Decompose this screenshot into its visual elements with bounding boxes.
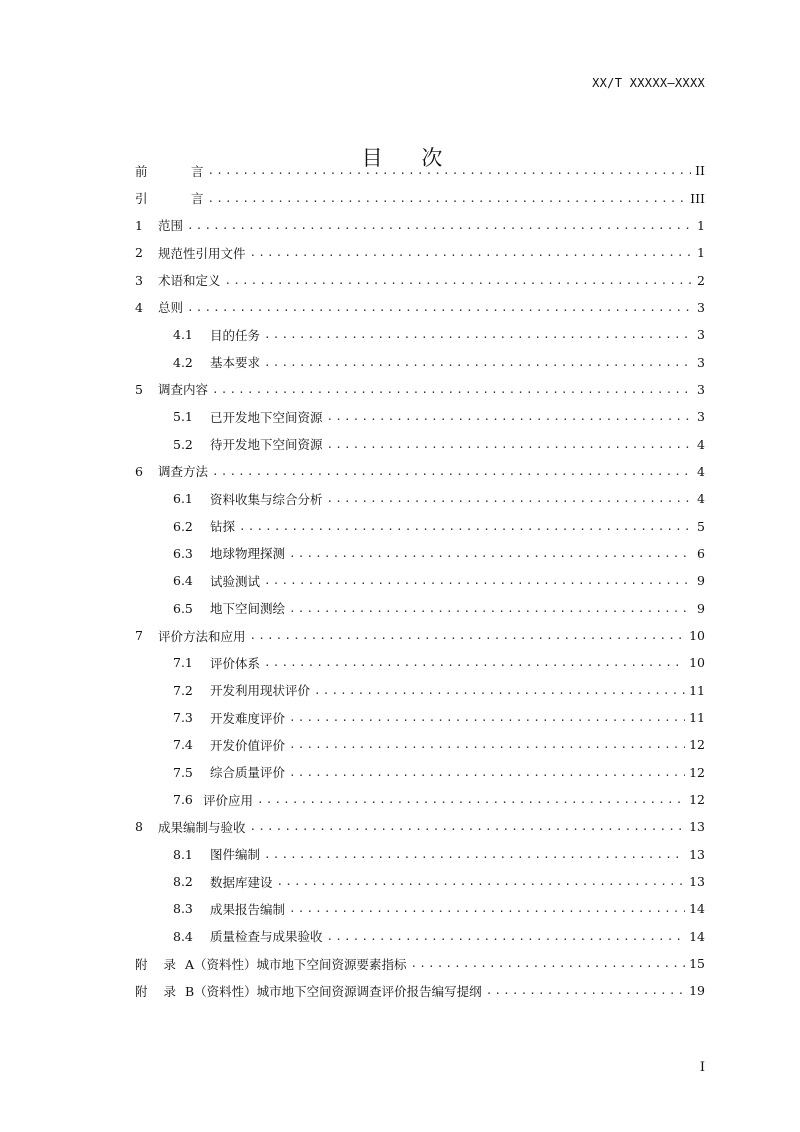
toc-list bbox=[135, 157, 705, 1005]
toc-entry[interactable] bbox=[135, 485, 705, 512]
toc-entry[interactable] bbox=[135, 184, 705, 211]
toc-entry-page: 14 bbox=[689, 901, 705, 917]
toc-entry-label: 调查方法 bbox=[158, 464, 209, 480]
dot-leader bbox=[208, 164, 691, 177]
toc-entry-label: 术语和定义 bbox=[158, 273, 221, 289]
toc-entry-page: 2 bbox=[697, 272, 705, 288]
dot-leader bbox=[289, 602, 691, 615]
toc-title: 目 次 bbox=[361, 146, 459, 171]
dot-leader bbox=[239, 520, 691, 533]
toc-entry-label: 质量检查与成果验收 bbox=[210, 929, 323, 945]
toc-entry-page: 3 bbox=[697, 327, 705, 343]
toc-entry[interactable] bbox=[135, 294, 705, 321]
toc-entry[interactable] bbox=[135, 595, 705, 622]
toc-entry-label: 言 bbox=[191, 163, 204, 179]
toc-entry-label: 评价方法和应用 bbox=[158, 628, 246, 644]
toc-entry-number: 前 bbox=[135, 163, 148, 179]
toc-entry[interactable] bbox=[135, 266, 705, 293]
toc-entry[interactable] bbox=[135, 403, 705, 430]
toc-entry-page: 3 bbox=[697, 354, 705, 370]
toc-entry-number: 4 bbox=[135, 299, 143, 315]
toc-entry-label: 地球物理探测 bbox=[210, 546, 286, 562]
toc-entry[interactable] bbox=[135, 895, 705, 922]
dot-leader bbox=[314, 684, 685, 697]
dot-leader bbox=[187, 219, 691, 232]
toc-entry-number: 6 bbox=[135, 463, 143, 479]
toc-entry-label: 成果报告编制 bbox=[210, 901, 286, 917]
toc-entry-page: II bbox=[695, 163, 705, 179]
toc-entry-number: 6.5 bbox=[173, 600, 193, 616]
toc-entry-number: 8 bbox=[135, 819, 143, 835]
toc-entry-page: 4 bbox=[697, 463, 705, 479]
toc-entry-number: 7.5 bbox=[173, 764, 193, 780]
toc-entry-number: 5.1 bbox=[173, 409, 193, 425]
toc-entry-number: 7.4 bbox=[173, 737, 193, 753]
dot-leader bbox=[289, 711, 685, 724]
toc-entry-number: 5.2 bbox=[173, 436, 193, 452]
toc-entry-page: 12 bbox=[689, 737, 705, 753]
toc-entry-page: 3 bbox=[697, 299, 705, 315]
toc-entry-page: 15 bbox=[689, 956, 705, 972]
dot-leader bbox=[208, 192, 687, 205]
toc-entry-page: 11 bbox=[689, 710, 705, 726]
toc-entry[interactable] bbox=[135, 649, 705, 676]
toc-entry-number: 5 bbox=[135, 381, 143, 397]
dot-leader bbox=[264, 328, 691, 341]
dot-leader bbox=[289, 766, 685, 779]
toc-entry-label: 试验测试 bbox=[210, 573, 261, 589]
toc-entry-page: 6 bbox=[697, 545, 705, 561]
toc-entry[interactable] bbox=[135, 813, 705, 840]
toc-entry-page: 3 bbox=[697, 409, 705, 425]
toc-entry[interactable] bbox=[135, 704, 705, 731]
dot-leader bbox=[264, 656, 685, 669]
toc-entry-label: 范围 bbox=[158, 218, 184, 234]
toc-entry-label: 评价体系 bbox=[210, 655, 261, 671]
toc-entry[interactable] bbox=[135, 759, 705, 786]
toc-entry-number: 7.1 bbox=[173, 655, 193, 671]
dot-leader bbox=[327, 930, 686, 943]
toc-entry[interactable] bbox=[135, 950, 705, 977]
toc-entry-number: 6.2 bbox=[173, 518, 193, 534]
dot-leader bbox=[257, 793, 685, 806]
toc-entry-number: 引 bbox=[135, 191, 148, 207]
toc-entry-page: 9 bbox=[697, 573, 705, 589]
toc-entry-label: 目的任务 bbox=[210, 327, 261, 343]
toc-entry-page: 10 bbox=[689, 628, 705, 644]
toc-entry-page: 1 bbox=[697, 245, 705, 261]
toc-entry[interactable] bbox=[135, 977, 705, 1004]
toc-entry-number: 6.1 bbox=[173, 491, 193, 507]
toc-entry[interactable] bbox=[135, 786, 705, 813]
toc-entry-page: 11 bbox=[689, 682, 705, 698]
toc-entry-page: III bbox=[690, 190, 705, 206]
toc-entry-number: 7.2 bbox=[173, 682, 193, 698]
toc-entry-label: 开发难度评价 bbox=[210, 710, 286, 726]
toc-entry-label: 数据库建设 bbox=[210, 874, 273, 890]
toc-entry-number: 8.2 bbox=[173, 874, 193, 890]
dot-leader bbox=[250, 629, 686, 642]
toc-entry[interactable] bbox=[135, 841, 705, 868]
toc-entry-label: 资料收集与综合分析 bbox=[210, 491, 323, 507]
toc-entry-page: 13 bbox=[689, 846, 705, 862]
dot-leader bbox=[289, 902, 685, 915]
toc-entry-label: 开发利用现状评价 bbox=[210, 683, 311, 699]
toc-entry-label: 地下空间测绘 bbox=[210, 601, 286, 617]
toc-entry-label: 钻探 bbox=[210, 519, 236, 535]
toc-entry-page: 13 bbox=[689, 819, 705, 835]
toc-entry-label: B（资料性）城市地下空间资源调查评价报告编写提纲 bbox=[185, 983, 482, 999]
toc-entry-label: 待开发地下空间资源 bbox=[210, 437, 323, 453]
dot-leader bbox=[250, 246, 691, 259]
toc-entry-number: 7.3 bbox=[173, 710, 193, 726]
toc-entry-number: 8.3 bbox=[173, 901, 193, 917]
toc-entry-label: 综合质量评价 bbox=[210, 765, 286, 781]
toc-entry-number: 7.6 bbox=[173, 792, 193, 808]
toc-entry-page: 4 bbox=[697, 436, 705, 452]
toc-entry[interactable] bbox=[135, 923, 705, 950]
toc-entry-number: 3 bbox=[135, 272, 143, 288]
toc-entry[interactable] bbox=[135, 512, 705, 539]
toc-entry[interactable] bbox=[135, 868, 705, 895]
dot-leader bbox=[411, 957, 686, 970]
toc-entry[interactable] bbox=[135, 321, 705, 348]
toc-entry-label: 基本要求 bbox=[210, 355, 261, 371]
toc-entry-label: 成果编制与验收 bbox=[158, 819, 246, 835]
toc-entry[interactable] bbox=[135, 239, 705, 266]
dot-leader bbox=[486, 984, 685, 997]
dot-leader bbox=[250, 820, 686, 833]
toc-entry[interactable] bbox=[135, 622, 705, 649]
toc-entry-page: 9 bbox=[697, 600, 705, 616]
toc-entry-page: 1 bbox=[697, 217, 705, 233]
toc-entry-number: 附 录 bbox=[135, 983, 182, 999]
toc-entry[interactable] bbox=[135, 212, 705, 239]
toc-entry-page: 12 bbox=[689, 792, 705, 808]
dot-leader bbox=[327, 410, 691, 423]
toc-entry-number: 6.3 bbox=[173, 545, 193, 561]
dot-leader bbox=[212, 465, 691, 478]
toc-entry-number: 8.1 bbox=[173, 846, 193, 862]
dot-leader bbox=[187, 301, 691, 314]
toc-entry[interactable] bbox=[135, 731, 705, 758]
dot-leader bbox=[264, 356, 691, 369]
dot-leader bbox=[212, 383, 691, 396]
toc-entry-label: A（资料性）城市地下空间资源要素指标 bbox=[185, 956, 407, 972]
toc-entry-page: 3 bbox=[697, 381, 705, 397]
dot-leader bbox=[277, 875, 686, 888]
toc-entry[interactable] bbox=[135, 157, 705, 184]
toc-entry-number: 1 bbox=[135, 217, 143, 233]
toc-entry[interactable] bbox=[135, 458, 705, 485]
toc-entry-label: 言 bbox=[191, 191, 204, 207]
toc-entry[interactable] bbox=[135, 348, 705, 375]
toc-entry-number: 4.1 bbox=[173, 327, 193, 343]
toc-entry-page: 5 bbox=[697, 518, 705, 534]
dot-leader bbox=[289, 547, 691, 560]
dot-leader bbox=[225, 274, 691, 287]
dot-leader bbox=[264, 574, 691, 587]
toc-entry-page: 19 bbox=[689, 983, 705, 999]
toc-entry-label: 规范性引用文件 bbox=[158, 245, 246, 261]
toc-entry-number: 7 bbox=[135, 628, 143, 644]
toc-entry-page: 4 bbox=[697, 491, 705, 507]
toc-entry-number: 2 bbox=[135, 245, 143, 261]
toc-entry-page: 14 bbox=[689, 928, 705, 944]
dot-leader bbox=[327, 492, 691, 505]
dot-leader bbox=[327, 438, 691, 451]
toc-entry-number: 附 录 bbox=[135, 956, 182, 972]
toc-entry-page: 10 bbox=[689, 655, 705, 671]
toc-entry[interactable] bbox=[135, 567, 705, 594]
toc-entry[interactable] bbox=[135, 540, 705, 567]
toc-entry-label: 调查内容 bbox=[158, 382, 209, 398]
document-code: XX/T XXXXX—XXXX bbox=[592, 76, 705, 90]
toc-entry-number: 8.4 bbox=[173, 928, 193, 944]
toc-entry-number: 6.4 bbox=[173, 573, 193, 589]
toc-entry-number: 4.2 bbox=[173, 354, 193, 370]
toc-entry-label: 图件编制 bbox=[210, 847, 261, 863]
toc-entry-label: 评价应用 bbox=[203, 792, 254, 808]
dot-leader bbox=[264, 848, 685, 861]
toc-entry-page: 13 bbox=[689, 874, 705, 890]
toc-entry-page: 12 bbox=[689, 764, 705, 780]
toc-entry[interactable] bbox=[135, 677, 705, 704]
toc-entry[interactable] bbox=[135, 430, 705, 457]
toc-entry-label: 已开发地下空间资源 bbox=[210, 409, 323, 425]
toc-entry-label: 总则 bbox=[158, 300, 184, 316]
toc-entry-label: 开发价值评价 bbox=[210, 737, 286, 753]
dot-leader bbox=[289, 738, 685, 751]
toc-entry[interactable] bbox=[135, 376, 705, 403]
page-number: I bbox=[699, 1060, 705, 1075]
